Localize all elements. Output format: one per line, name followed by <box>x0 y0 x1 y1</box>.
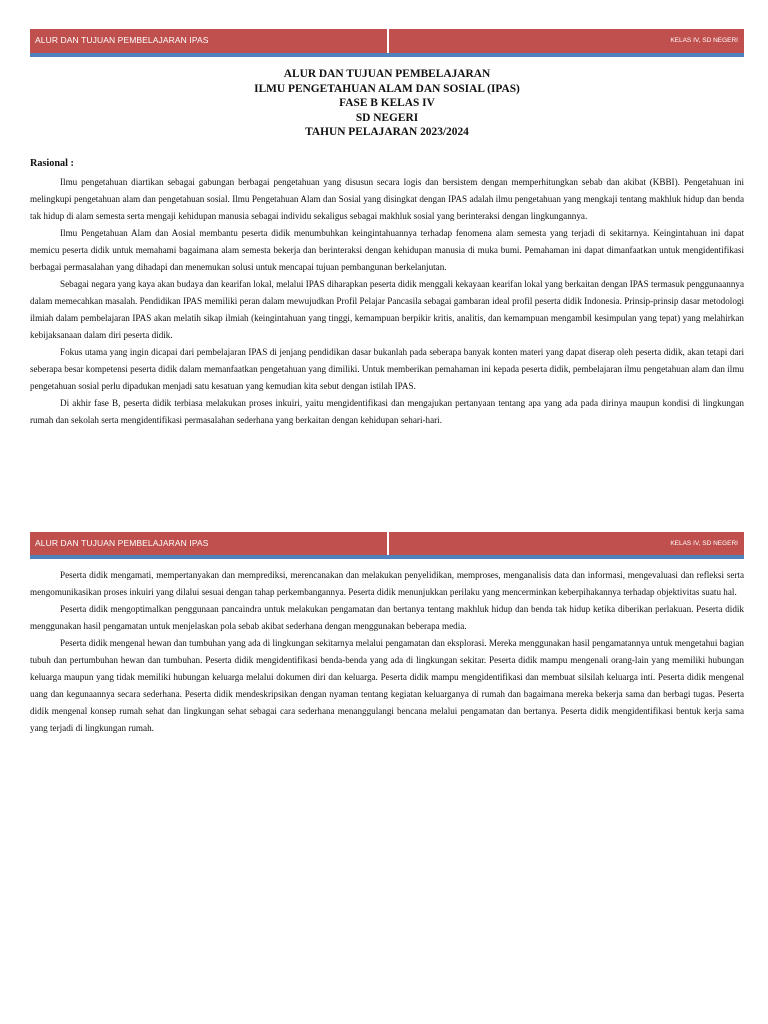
rasional-heading: Rasional : <box>30 158 74 169</box>
header-document-title: ALUR DAN TUJUAN PEMBELAJARAN IPAS <box>35 538 209 548</box>
title-line-4: SD NEGERI <box>355 111 419 124</box>
title-line-5: TAHUN PELAJARAN 2023/2024 <box>305 126 469 138</box>
title-line-3: FASE B KELAS IV <box>339 97 435 109</box>
rasional-paragraph-3: Sebagai negara yang kaya akan budaya dan kearifan lokal, melalui IPAS diharapkan peserta didik menggali kekayaan kearifan lokal yang berkaitan dengan IPAS termasuk penggunaannya dalam memecahkan masalah. Pendidikan IPAS memiliki peran dalam mewujudkan Profil Pelajar Pancasila sebagai gambaran ideal profil peserta didik Indonesia. Prinsip-prinsip dasar metodologi ilmiah dalam pembelajaran IPAS akan melatih sikap ilmiah (keingintahuan yang tinggi, kemampuan berpikir kritis, analitis, dan kemampuan mengambil kesimpulan yang tepat) yang melahirkan kebijaksanaan dalam diri peserta didik. <box>30 279 744 340</box>
rasional-paragraph-2: Ilmu Pengetahuan Alam dan Aosial membantu peserta didik menumbuhkan keingintahuannya terhadap fenomena alam semesta yang terjadi di sekitarnya. Keingintahuan ini dapat memicu peserta didik untuk memahami bagaimana alam semesta bekerja dan berinteraksi dengan kehidupan manusia di muka bumi. Pemahaman ini dapat dimanfaatkan untuk mengidentifikasi berbagai permasalahan yang dihadapi dan menemukan solusi untuk mencapai tujuan pembangunan berkelanjutan. <box>30 228 744 272</box>
document-title-block <box>30 67 744 140</box>
header-class-label: KELAS IV, SD NEGERI <box>670 540 738 547</box>
document-page-1 <box>0 0 768 500</box>
header-divider <box>387 29 389 55</box>
page-2-body <box>30 567 744 737</box>
page-header-band <box>30 29 744 55</box>
header-class-label: KELAS IV, SD NEGERI <box>670 37 738 44</box>
page-2-paragraph-1: Peserta didik mengamati, mempertanyakan dan memprediksi, merencanakan dan melakukan penyelidikan, memproses, menganalisis data dan informasi, mengevaluasi dan refleksi serta mengomunikasikan proses inkuiri yang dilalui sesuai dengan tahap perkembangannya. Peserta didik menunjukkan perilaku yang mencerminkan keberpihakannya terhadap objektivitas suatu hal. <box>30 570 744 597</box>
rasional-paragraph-5: Di akhir fase B, peserta didik terbiasa melakukan proses inkuiri, yaitu mengidentifikasi dan mengajukan pertanyaan tentang apa yang ada pada dirinya maupun kondisi di lingkungan rumah dan sekolah serta mengidentifikasi permasalahan sederhana yang berkaitan dengan kehidupan sehari-hari. <box>30 398 744 425</box>
title-line-1: ALUR DAN TUJUAN PEMBELAJARAN <box>283 68 491 80</box>
header-blue-rule <box>30 555 744 559</box>
rasional-paragraph-1: Ilmu pengetahuan diartikan sebagai gabungan berbagai pengetahuan yang disusun secara logis dan bersistem dengan memperhitungkan sebab dan akibat (KBBI). Pengetahuan ini melingkupi pengetahuan alam dan pengetahuan sosial. Ilmu Pengetahuan Alam dan Sosial yang disingkat dengan IPAS adalah ilmu pengetahuan yang mengkaji tentang makhluk hidup dan benda tak hidup di alam semesta serta mengaji kehidupan manusia sebagai individu sekaligus sebagai makhluk sosial yang berinteraksi dengan lingkungannya. <box>30 177 744 221</box>
document-page-2 <box>0 500 768 1024</box>
rasional-paragraph-4: Fokus utama yang ingin dicapai dari pembelajaran IPAS di jenjang pendidikan dasar bukanlah pada seberapa banyak konten materi yang dapat diserap oleh peserta didik, akan tetapi dari seberapa besar kompetensi peserta didik dalam memanfaatkan pengetahuan yang dimiliki. Untuk memberikan pemahaman ini kepada peserta didik, pembelajaran ilmu pengetahuan alam dan ilmu pengetahuan sosial perlu dipadukan menjadi satu kesatuan yang kemudian kita sebut dengan istilah IPAS. <box>30 347 744 391</box>
header-blue-rule <box>30 53 744 57</box>
title-line-2: ILMU PENGETAHUAN ALAM DAN SOSIAL (IPAS) <box>254 82 520 95</box>
rasional-body <box>30 174 744 429</box>
page-2-paragraph-2: Peserta didik mengoptimalkan penggunaan pancaindra untuk melakukan pengamatan dan bertanya tentang makhluk hidup dan benda tak hidup ketika diberikan perlakuan. Peserta didik menggunakan hasil pengamatan untuk menjelaskan pola sebab akibat sederhana dengan menggunakan beberapa media. <box>30 604 744 631</box>
header-document-title: ALUR DAN TUJUAN PEMBELAJARAN IPAS <box>35 35 209 45</box>
page-2-paragraph-3: Peserta didik mengenal hewan dan tumbuhan yang ada di lingkungan sekitarnya melalui pengamatan dan eksplorasi. Mereka menggunakan hasil pengamatannya untuk mengetahui bagian tubuh dan pertumbuhan hewan dan tumbuhan. Peserta didik mengidentifikasi benda-benda yang ada di lingkungan sekitar. Peserta didik mampu mengenali orang-lain yang memiliki hubungan keluarga maupun yang tidak memiliki hubungan keluarga melalui dokumen diri dan keluarga. Peserta didik mampu mengidentifikasi dan membuat silsilah keluarga inti. Peserta didik mengenal uang dan kegunaannya secara sederhana. Peserta didik mendeskripsikan dengan nyaman tentang kegiatan keluarganya di rumah dan bagaimana mereka bekerja sama dan berbagi tugas. Peserta didik mengenal konsep rumah sehat dan lingkungan sehat sebagai cara sederhana menanggulangi bencana melalui pengamatan dan bertanya. Peserta didik mengidentifikasi bentuk kerja sama yang terjadi di lingkungan rumah. <box>30 638 744 733</box>
